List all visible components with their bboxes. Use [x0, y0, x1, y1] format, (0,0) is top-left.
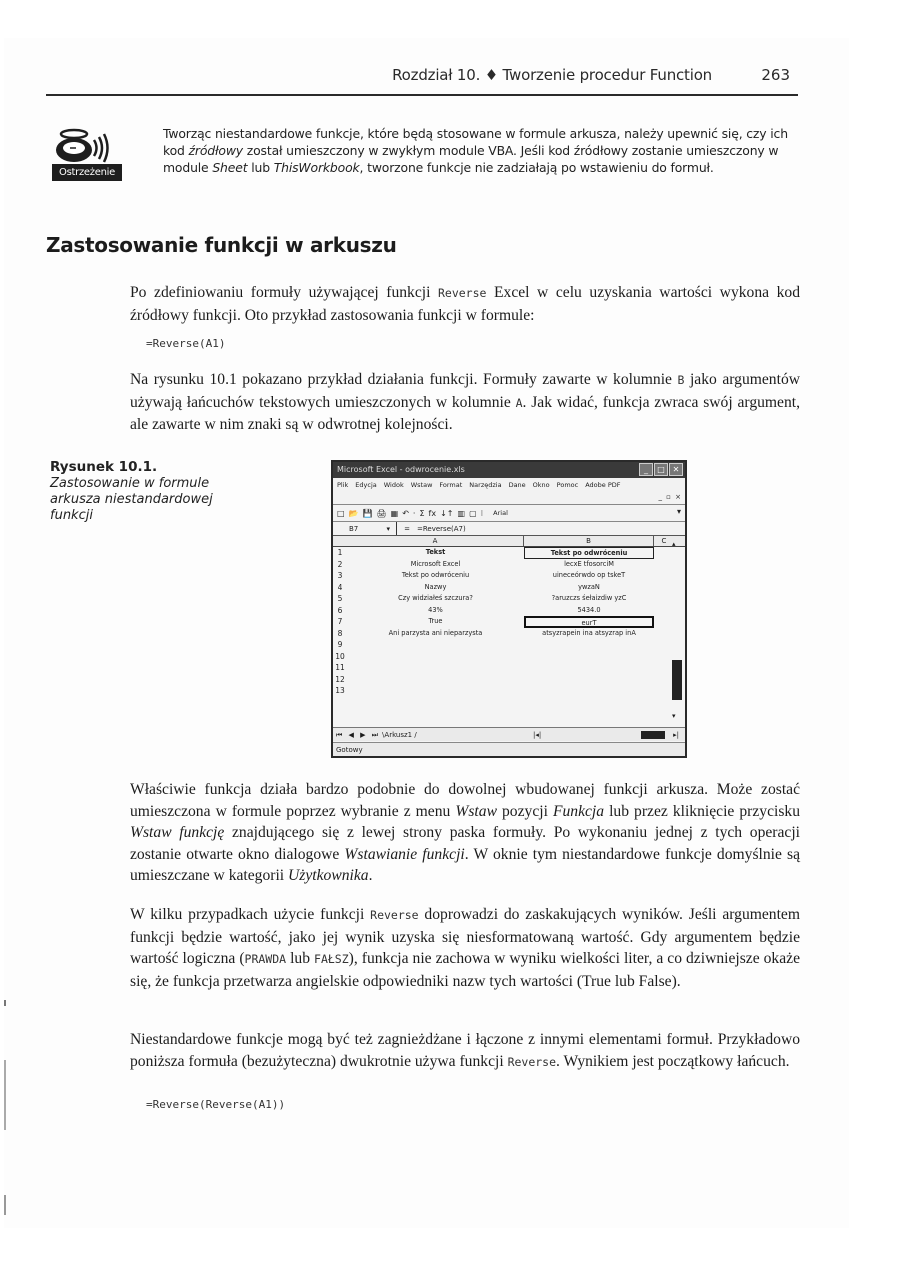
excel-window-screenshot: [331, 460, 687, 758]
cell-a: Tekst: [425, 548, 446, 556]
sheet-navigation-icons: ⏮ ◀ ▶ ⏭: [336, 731, 381, 739]
warning-text: [163, 126, 793, 176]
cell-a: [347, 685, 524, 697]
warning-text-italic: Sheet: [212, 159, 248, 175]
cell-a: [347, 639, 524, 651]
column-headers: [333, 536, 685, 547]
menu-pomoc: Pomoc: [556, 481, 579, 489]
column-header-c: C: [661, 537, 667, 545]
table-row: [333, 628, 685, 640]
warning-text-italic: źródłowy: [188, 142, 243, 158]
cell-b: 5434.0: [577, 605, 601, 614]
text: . W oknie tym niestandardowe funkcje domyślnie są umieszczane w kategorii: [130, 845, 800, 885]
category-reference: Użytkownika: [288, 867, 369, 885]
paragraph-surprising-results: [130, 904, 800, 992]
text: Excel w celu uzyskania wartości wykona kod źródłowy funkcji. Oto przykład zastosowania funkcji w formule:: [130, 284, 800, 324]
menu-wstaw: Wstaw: [410, 481, 433, 489]
menu-plik: Plik: [337, 481, 349, 489]
warning-text-part: lub: [247, 159, 274, 175]
zoom-icon: ▢: [469, 508, 477, 518]
cell-b: lecxE tfosorciM: [564, 559, 614, 568]
paragraph-builtin-similarity: [130, 779, 800, 887]
window-controls: [639, 463, 683, 476]
function-icon: fx: [428, 508, 437, 518]
cell-b: [524, 639, 654, 651]
scan-margin-marks: [2, 1000, 10, 1220]
text: Po zdefiniowaniu formuły używającej funkcji: [130, 284, 438, 301]
cell-b: [524, 662, 654, 674]
close-icon: ✕: [669, 463, 683, 476]
cell-a: 43%: [428, 605, 443, 614]
text: .: [368, 867, 373, 885]
table-row: [333, 662, 685, 674]
row-number: 11: [335, 663, 345, 672]
code-example-1: =Reverse(A1): [146, 337, 226, 350]
text: . Wynikiem jest początkowy łańcuch.: [556, 1052, 790, 1070]
open-icon: 📂: [348, 508, 359, 518]
table-row: [333, 674, 685, 686]
table-row: [333, 605, 685, 617]
text: ), funkcja nie zachowa w wyniku wielkości liter, a co dziwniejsze okaże się, że funkcja przetwarza angielskie odpowiedniki nazw tych wartości (True lub False).: [130, 950, 800, 990]
section-heading: Zastosowanie funkcji w arkuszu: [46, 233, 397, 257]
scroll-thumb: [672, 660, 682, 700]
text: doprowadzi do zaskakujących wyników. Jeśli argumentem funkcji będzie wartość, jako jej wynik uzyska się niesformatowaną wartość. Gdy argumentem będzie wartość logiczna (: [130, 906, 800, 968]
excel-menu-bar: [333, 478, 685, 492]
hscroll-thumb: [641, 731, 665, 739]
select-all-corner: [333, 536, 347, 546]
cell-a: [347, 674, 524, 686]
document-controls-row: [333, 492, 685, 505]
excel-title: Microsoft Excel - odwrocenie.xls: [337, 465, 465, 474]
row-number: 6: [337, 605, 343, 615]
minimize-icon: _: [639, 463, 653, 476]
row-number: 4: [337, 582, 343, 592]
inline-code: B: [677, 373, 685, 387]
inline-code: Reverse: [507, 1054, 557, 1069]
spreadsheet-grid: [333, 536, 685, 697]
formula-equals-icon: =: [404, 525, 410, 533]
cell-b: Tekst po odwróceniu: [524, 547, 654, 559]
cell-b: ywzaN: [578, 582, 600, 591]
maximize-icon: □: [654, 463, 668, 476]
undo-icon: ↶: [402, 508, 409, 518]
table-row: [333, 547, 685, 559]
text: W kilku przypadkach użycie funkcji: [130, 906, 371, 923]
figure-description: Zastosowanie w formule arkusza niestandardowej funkcji: [50, 476, 213, 523]
separator-icon: ·: [412, 508, 416, 518]
menu-widok: Widok: [383, 481, 404, 489]
row-number: 7: [337, 617, 343, 626]
figure-caption: [50, 459, 220, 524]
text: lub: [286, 950, 315, 968]
row-number: 8: [337, 628, 343, 638]
table-row: [333, 593, 685, 605]
chapter-title: Rozdział 10. ♦ Tworzenie procedur Function: [392, 66, 712, 84]
status-bar: Gotowy: [333, 742, 685, 756]
text: jako argumentów używają łańcuchów tekstowych umieszczonych w kolumnie: [130, 371, 800, 411]
cell-b: [524, 651, 654, 663]
column-header-a: A: [347, 536, 524, 546]
cell-a: Czy widziałeś szczura?: [398, 594, 473, 602]
cell-a: Microsoft Excel: [410, 559, 461, 568]
autosum-icon: Σ: [419, 508, 425, 518]
warning-text-italic: ThisWorkbook: [273, 159, 360, 175]
cell-a: [347, 651, 524, 663]
text: Właściwie funkcja działa bardzo podobnie do dowolnej wbudowanej funkcji arkusza. Może zostać umieszczona w formule poprzez wybranie z menu: [130, 781, 800, 820]
text: znajdującego się z lewej strony paska formuły. Po wykonaniu jednej z tych operacji zostanie otwarte okno dialogowe: [130, 824, 800, 863]
cell-b: [524, 685, 654, 697]
sort-icon: ↓↑: [440, 508, 454, 518]
cell-b: ?aruzczs śełaizdiw yzC: [551, 594, 627, 602]
text: pozycji: [496, 802, 553, 820]
cell-a: [347, 662, 524, 674]
document-controls: _ ▫ ×: [658, 493, 682, 501]
row-number: 1: [337, 548, 343, 557]
preview-icon: ▦: [390, 508, 399, 518]
table-row: [333, 582, 685, 594]
menu-format: Format: [439, 481, 463, 489]
menu-dane: Dane: [508, 481, 526, 489]
text: Na rysunku 10.1 pokazano przykład działania funkcji. Formuły zawarte w kolumnie: [130, 371, 678, 388]
inline-code: FAŁSZ: [314, 952, 349, 967]
row-number: 12: [335, 674, 345, 684]
scroll-down-icon: ▾: [672, 712, 676, 720]
cell-b: [524, 674, 654, 686]
row-number: 3: [337, 571, 343, 580]
paragraph-intro: [130, 282, 800, 326]
new-icon: □: [337, 508, 345, 518]
warning-label: Ostrzeżenie: [52, 164, 122, 181]
table-row: [333, 570, 685, 582]
excel-toolbar: [333, 505, 685, 522]
cell-a: Ani parzysta ani nieparzysta: [388, 628, 483, 637]
name-box: [333, 522, 397, 535]
warning-text-part: Tworząc niestandardowe funkcje, które będą stosowane w formule arkusza, należy upewnić się, czy ich kod: [163, 126, 788, 158]
chevron-down-icon: ▾: [386, 525, 390, 533]
row-number: 5: [337, 594, 343, 603]
table-row: [333, 639, 685, 651]
name-box-value: B7: [349, 525, 359, 533]
text: lub przez kliknięcie przycisku: [604, 802, 800, 820]
paragraph-figure-ref: [130, 369, 800, 436]
menu-reference: Funkcja: [552, 802, 605, 820]
hscroll-right-icon: ▸|: [673, 731, 679, 739]
page-number: 263: [761, 66, 790, 84]
scroll-up-icon: ▴: [672, 540, 676, 548]
figure-number: Rysunek 10.1.: [50, 459, 158, 475]
formula-content: =Reverse(A7): [417, 525, 466, 533]
text: . Jak widać, funkcja zwraca swój argument, ale zawarte w nim znaki są w odwrotnej kolejności.: [130, 393, 800, 433]
warning-text-part: , tworzone funkcje nie zadziałają po wstawieniu do formuł.: [359, 159, 714, 175]
menu-adobe-pdf: Adobe PDF: [585, 481, 621, 489]
table-row: [333, 559, 685, 571]
sheet-tab-arkusz1: \Arkusz1 /: [382, 731, 417, 739]
formula-bar: [333, 522, 685, 536]
hscroll-left-icon: |◂|: [533, 731, 542, 739]
button-reference: Wstaw funkcję: [130, 824, 225, 842]
row-number: 9: [337, 640, 343, 649]
table-row-selected: [333, 616, 685, 628]
save-icon: 💾: [362, 508, 373, 518]
row-number: 13: [335, 686, 345, 695]
toolbar-options-icon: ⁝: [480, 508, 484, 518]
font-selector: Arial: [493, 509, 508, 517]
vertical-scrollbar: [671, 540, 683, 720]
sheet-tabs-bar: [333, 727, 685, 741]
row-number: 2: [337, 559, 343, 569]
cell-a: Tekst po odwróceniu: [401, 571, 470, 579]
warning-text-part: został umieszczony w zwykłym module VBA. Jeśli kod źródłowy zostanie umieszczony w module: [163, 142, 779, 175]
text: Niestandardowe funkcje mogą być też zagnieżdżane i łączone z innymi elementami formuł. Przykładowo poniższa formuła (bezużyteczna) dwukrotnie używa funkcji: [130, 1031, 800, 1070]
inline-code: Reverse: [437, 286, 487, 300]
table-row: [333, 685, 685, 697]
cell-a: Nazwy: [424, 582, 447, 591]
print-icon: 🖨: [376, 508, 387, 518]
menu-okno: Okno: [532, 481, 550, 489]
chart-icon: ▥: [457, 508, 466, 518]
cell-b: uineceórwdo op tskeT: [552, 571, 626, 579]
menu-narzedzia: Narzędzia: [469, 481, 502, 489]
paragraph-nesting: [130, 1029, 800, 1073]
code-example-2: =Reverse(Reverse(A1)): [146, 1098, 286, 1111]
column-header-b: B: [524, 536, 654, 546]
warning-icon-block: [52, 128, 122, 186]
table-row: [333, 651, 685, 663]
cell-a: True: [428, 617, 443, 625]
menu-reference: Wstaw: [455, 802, 497, 820]
row-number: 10: [335, 651, 345, 661]
menu-edycja: Edycja: [355, 481, 377, 489]
alarm-bell-icon: [52, 128, 122, 164]
running-header: [46, 60, 798, 96]
cell-b-active: eurT: [524, 616, 654, 628]
inline-code: Reverse: [370, 908, 419, 922]
inline-code: PRAWDA: [244, 952, 287, 967]
inline-code: A: [515, 395, 523, 410]
toolbar-overflow-icon: ▾: [676, 507, 681, 516]
excel-title-bar: [333, 462, 685, 478]
cell-b: atsyzrapein ina atsyzrap inA: [542, 628, 636, 637]
dialog-reference: Wstawianie funkcji: [344, 845, 465, 863]
